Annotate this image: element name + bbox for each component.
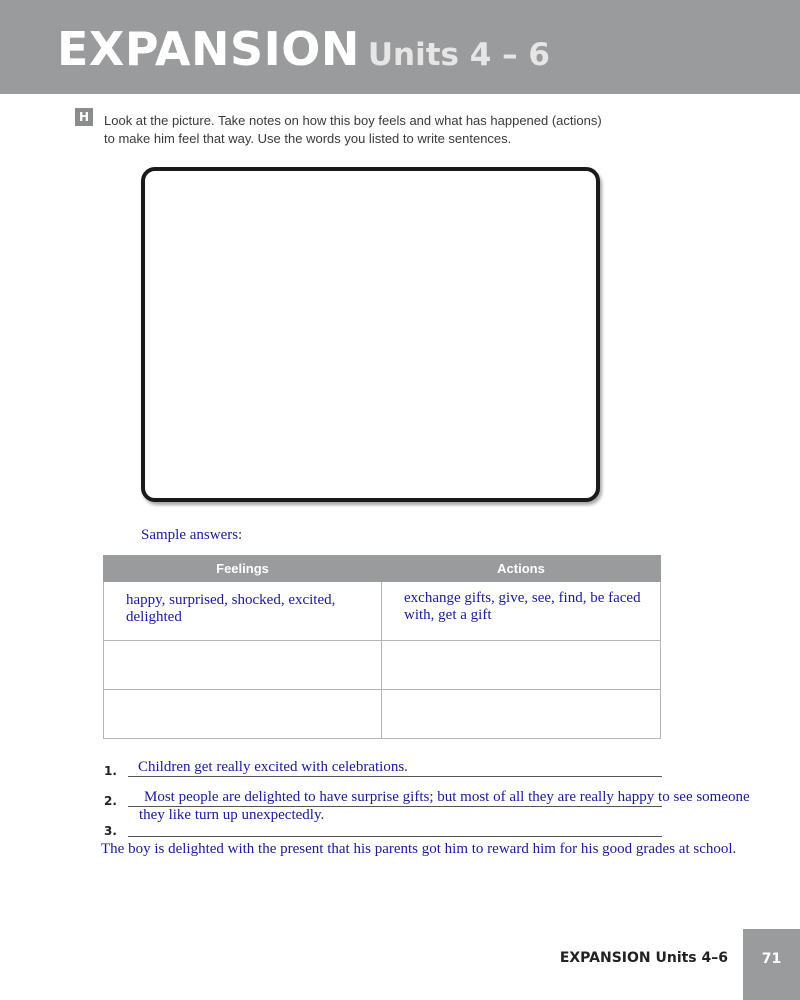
page-title-main: EXPANSION bbox=[57, 22, 360, 76]
page-number: 71 bbox=[743, 929, 800, 1000]
sample-answers-label: Sample answers: bbox=[141, 527, 243, 543]
instruction-line-1: Look at the picture. Take notes on how this boy feels and what has happened (actions) bbox=[104, 113, 602, 128]
sentence-number-3: 3. bbox=[104, 824, 117, 838]
page-title-sub: Units 4 – 6 bbox=[367, 37, 550, 73]
actions-cell[interactable] bbox=[382, 690, 661, 739]
answer-line-3[interactable] bbox=[128, 836, 662, 837]
sentence-answer-3: The boy is delighted with the present that his parents got him to reward him for his good grades at school. bbox=[101, 841, 737, 857]
sentence-answer-1: Children get really excited with celebrations. bbox=[138, 759, 408, 775]
table-row bbox=[104, 641, 661, 690]
actions-cell[interactable] bbox=[382, 641, 661, 690]
page-title bbox=[57, 22, 550, 76]
exercise-instructions bbox=[104, 112, 644, 148]
picture-frame bbox=[141, 167, 600, 502]
sentence-answer-2-continuation: they like turn up unexpectedly. bbox=[139, 807, 325, 823]
actions-cell[interactable]: exchange gifts, give, see, find, be faced with, get a gift bbox=[382, 582, 661, 641]
sentence-answer-2: Most people are delighted to have surprise gifts; but most of all they are really happy to see someone bbox=[144, 789, 750, 805]
table-row bbox=[104, 690, 661, 739]
footer-label: EXPANSION Units 4–6 bbox=[559, 950, 728, 966]
instruction-line-2: to make him feel that way. Use the words you listed to write sentences. bbox=[104, 131, 512, 146]
column-header-feelings: Feelings bbox=[104, 556, 382, 582]
column-header-actions: Actions bbox=[382, 556, 661, 582]
sentence-number-1: 1. bbox=[104, 764, 117, 778]
exercise-badge: H bbox=[75, 108, 93, 126]
notes-table bbox=[103, 555, 661, 739]
table-row bbox=[104, 582, 661, 641]
feelings-cell[interactable] bbox=[104, 641, 382, 690]
table-header-row bbox=[104, 556, 661, 582]
sentence-number-2: 2. bbox=[104, 794, 117, 808]
feelings-cell[interactable] bbox=[104, 690, 382, 739]
answer-line-1[interactable] bbox=[128, 776, 662, 777]
feelings-cell[interactable]: happy, surprised, shocked, excited, delighted bbox=[104, 582, 382, 641]
